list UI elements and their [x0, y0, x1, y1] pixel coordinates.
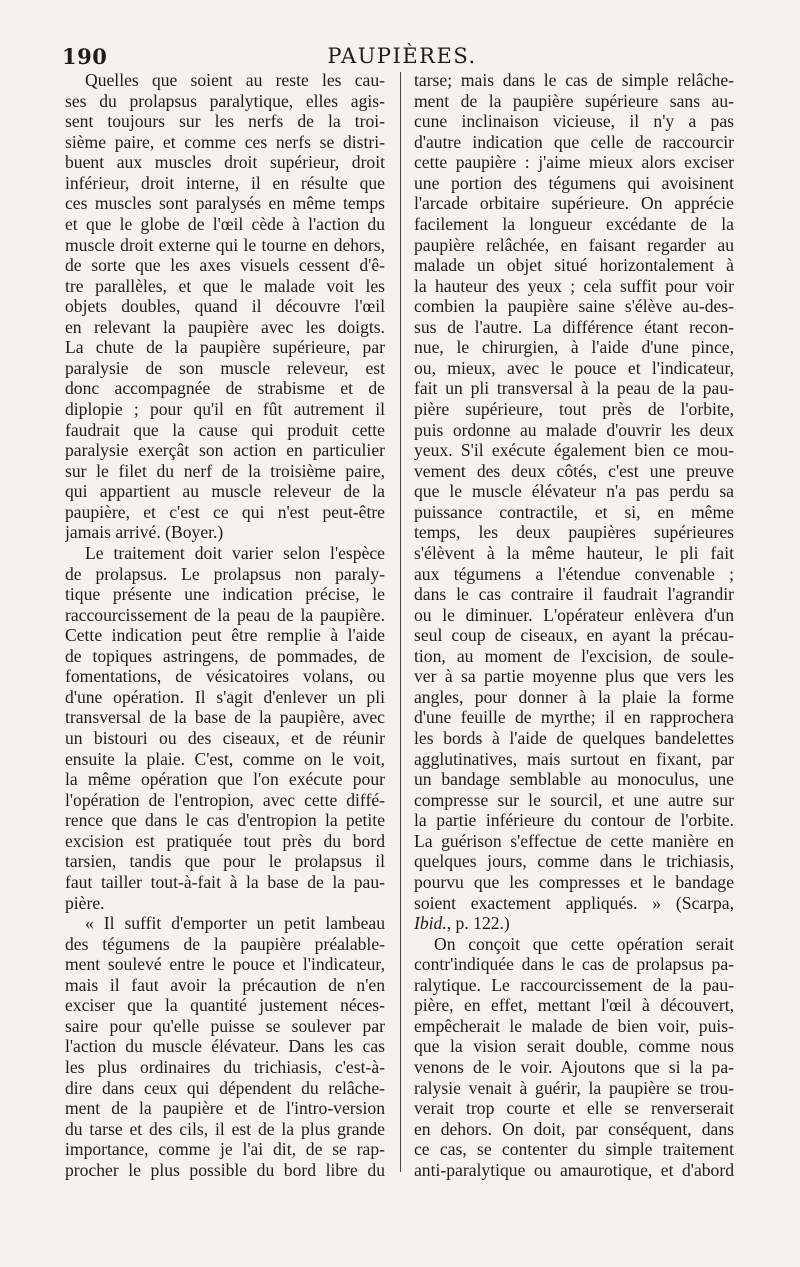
text-line: raccourcissement de la peau de la paupière.	[65, 604, 385, 625]
text-line: La chute de la paupière supérieure, par	[65, 337, 385, 358]
text-line: donc accompagnée de strabisme et de	[65, 378, 385, 399]
text-line: saire pour qu'elle puisse se soulever par	[65, 1015, 385, 1036]
text-line: s'élèvent à la même hauteur, le pli fait	[414, 542, 734, 563]
text-line: qui appartient au muscle releveur de la	[65, 481, 385, 502]
text-line: muscle droit externe qui le tourne en dehors,	[65, 234, 385, 255]
text-line: anti-paralytique ou amaurotique, et d'abord	[414, 1159, 734, 1180]
text-line: dire dans ceux qui dépendent du relâche-	[65, 1077, 385, 1098]
text-line: aux tégumens a l'étendue convenable ;	[414, 563, 734, 584]
text-line: tique présente une indication précise, le	[65, 584, 385, 605]
text-line: ce cas, se contenter du simple traitement	[414, 1139, 734, 1160]
text-line: La guérison s'effectue de cette manière en	[414, 830, 734, 851]
text-line: yeux. S'il exécute également bien ce mou-	[414, 440, 734, 461]
text-line: pière supérieure, tout près de l'orbite,	[414, 399, 734, 419]
text-line: la hauteur des yeux ; cela suffit pour voir	[414, 275, 734, 296]
text-line: tre parallèles, et que le malade voit les	[65, 275, 385, 296]
text-line: « Il suffit d'emporter un petit lambeau	[85, 913, 385, 934]
text-line: cette paupière : j'aime mieux alors exciser	[414, 152, 734, 173]
text-line: ment de la paupière supérieure sans au-	[414, 90, 734, 111]
text-line: ment de la paupière et de l'intro-version	[65, 1098, 385, 1119]
text-line: ralytique. Le raccourcissement de la pau-	[414, 974, 734, 995]
citation-italic: Ibid.	[414, 913, 447, 934]
text-line: que le muscle élévateur n'a pas perdu sa	[414, 481, 734, 502]
text-line: faut tailler tout-à-fait à la base de la pau-	[65, 871, 385, 892]
text-line: verait trop courte et elle se renverserait	[414, 1098, 734, 1119]
text-line: ver à sa partie moyenne plus que vers les	[414, 666, 734, 687]
text-line: des tégumens de la paupière préalable-	[65, 933, 385, 954]
text-line: rence que dans le cas d'entropion la petite	[65, 810, 385, 831]
text-line: pière, en effet, mettant l'œil à découvert,	[414, 995, 734, 1016]
text-line: vement des deux côtés, c'est une preuve	[414, 460, 734, 481]
text-line: d'une opération. Il s'agit d'enlever un pli	[65, 686, 385, 707]
text-line: nue, le chirurgien, à l'aide d'une pince,	[414, 337, 734, 358]
text-line: transversal de la base de la paupière, avec	[65, 707, 385, 728]
text-line: paupière, et c'est ce qui n'est peut-être	[65, 501, 385, 522]
text-line: en relevant la paupière avec les doigts.	[65, 316, 385, 337]
text-line: Quelles que soient au reste les cau-	[85, 70, 385, 90]
text-line: sus de l'autre. La différence étant recon-	[414, 316, 734, 337]
text-line: seul coup de ciseaux, en ayant la précau-	[414, 625, 734, 646]
text-line: sur le filet du nerf de la troisième paire,	[65, 460, 385, 481]
text-line: exciser que la quantité justement néces-	[65, 995, 385, 1016]
right-text-column	[414, 70, 734, 1180]
text-line: temps, les deux paupières supérieures	[414, 522, 734, 543]
text-line: malade un objet situé horizontalement à	[414, 255, 734, 276]
text-line: buent aux muscles droit supérieur, droit	[65, 152, 385, 173]
text-line: agglutinatives, mais surtout en fixant, par	[414, 748, 734, 769]
text-line: tarse; mais dans le cas de simple relâche-	[414, 70, 734, 90]
text-line: ou le diminuer. L'opérateur enlèvera d'un	[414, 604, 734, 625]
text-line: de sorte que les axes visuels cessent d'ê-	[65, 255, 385, 276]
text-line: Cette indication peut être remplie à l'aide	[65, 625, 385, 646]
text-line: d'autre indication que celle de raccourcir	[414, 131, 734, 152]
text-line: pière.	[65, 892, 105, 913]
text-line: procher le plus possible du bord libre du	[65, 1159, 385, 1180]
text-line: cune inclinaison vicieuse, il n'y a pas	[414, 111, 734, 132]
text-line: l'action du muscle élévateur. Dans les cas	[65, 1036, 385, 1057]
text-line: diplopie ; pour qu'il en fût autrement il	[65, 399, 385, 419]
column-divider	[400, 72, 401, 1172]
text-line: tion, au moment de l'excision, de soule-	[414, 645, 734, 666]
text-line: du tarse et des cils, il est de la plus grande	[65, 1118, 385, 1139]
text-line: mais il faut avoir la précaution de n'en	[65, 974, 385, 995]
text-line: paralysie exerçât son action en particulier	[65, 440, 385, 461]
text-line: jamais arrivé. (Boyer.)	[65, 522, 224, 543]
running-title: PAUPIÈRES.	[327, 44, 477, 68]
page-number: 190	[62, 44, 108, 69]
text-line: paupière relâchée, en faisant regarder au	[414, 234, 734, 255]
text-line: empêcherait le malade de bien voir, puis-	[414, 1015, 734, 1036]
text-line: ses du prolapsus paralytique, elles agis-	[65, 90, 385, 111]
text-line: quelques jours, comme dans le trichiasis,	[414, 851, 734, 872]
text-line: la partie inférieure du contour de l'orbite.	[414, 810, 734, 831]
text-line: fomentations, de vésicatoires volans, ou	[65, 666, 385, 687]
text-line: ou, mieux, avec le pouce et l'indicateur,	[414, 357, 734, 378]
text-line: contr'indiquée dans le cas de prolapsus pa-	[414, 954, 734, 975]
text-line: de topiques astringens, de pommades, de	[65, 645, 385, 666]
text-line: les bords à l'aide de quelques bandelettes	[414, 728, 734, 748]
text-line: que la vision serait double, comme nous	[414, 1036, 734, 1057]
text-line	[414, 913, 734, 934]
text-line: Le traitement doit varier selon l'espèce	[85, 542, 385, 563]
text-line: venons de le voir. Ajoutons que si la pa-	[414, 1057, 734, 1077]
text-line: puissance contractile, et si, en même	[414, 501, 734, 522]
text-line: fait un pli transversal à la peau de la pau-	[414, 378, 734, 399]
text-line: l'opération de l'entropion, avec cette diffé-	[65, 789, 385, 810]
citation-rest: , p. 122.)	[446, 913, 510, 934]
text-line: ment soulevé entre le pouce et l'indicateur,	[65, 954, 385, 975]
text-line: facilement la longueur excédante de la	[414, 213, 734, 234]
text-line: combien la paupière saine s'élève au-des-	[414, 296, 734, 317]
text-line: compresse sur le sourcil, et une autre sur	[414, 789, 734, 810]
text-line: On conçoit que cette opération serait	[434, 933, 734, 954]
text-line: un bistouri ou des ciseaux, et de réunir	[65, 728, 385, 748]
text-line: dans le cas contraire il faudrait l'agrandir	[414, 584, 734, 605]
text-line: sent toujours sur les nerfs de la troi-	[65, 111, 385, 132]
text-line: inférieur, droit interne, il en résulte que	[65, 172, 385, 193]
text-line: et que le globe de l'œil cède à l'action du	[65, 213, 385, 234]
text-line: sième paire, et comme ces nerfs se distri-	[65, 131, 385, 152]
text-line: faudrait que la cause qui produit cette	[65, 419, 385, 440]
text-line: puis ordonne au malade d'ouvrir les deux	[414, 419, 734, 440]
text-line: les plus ordinaires du trichiasis, c'est-à-	[65, 1057, 385, 1077]
text-line: une portion des tégumens qui avoisinent	[414, 172, 734, 193]
text-line: soient exactement appliqués. » (Scarpa,	[414, 892, 734, 913]
left-text-column	[65, 70, 385, 1180]
text-line: un bandage semblable au monoculus, une	[414, 769, 734, 790]
text-line: ralysie venait à guérir, la paupière se trou-	[414, 1077, 734, 1098]
page-header	[62, 44, 742, 72]
text-line: excision est pratiquée tout près du bord	[65, 830, 385, 851]
text-line: importance, comme je l'ai dit, de se rap-	[65, 1139, 385, 1160]
text-line: ces muscles sont paralysés en même temps	[65, 193, 385, 214]
text-line: tarsien, tandis que pour le prolapsus il	[65, 851, 385, 872]
text-line: la même opération que l'on exécute pour	[65, 769, 385, 790]
text-line: ensuite la plaie. C'est, comme on le voit,	[65, 748, 385, 769]
text-line: objets doubles, quand il découvre l'œil	[65, 296, 385, 317]
text-line: d'une feuille de myrthe; il en rapprochera	[414, 707, 734, 728]
text-line: l'arcade orbitaire supérieure. On apprécie	[414, 193, 734, 214]
text-line: pourvu que les compresses et le bandage	[414, 871, 734, 892]
text-line: en dehors. On doit, par conséquent, dans	[414, 1118, 734, 1139]
text-line: paralysie de son muscle releveur, est	[65, 357, 385, 378]
text-line: angles, pour donner à la plaie la forme	[414, 686, 734, 707]
text-line: de prolapsus. Le prolapsus non paraly-	[65, 563, 385, 584]
